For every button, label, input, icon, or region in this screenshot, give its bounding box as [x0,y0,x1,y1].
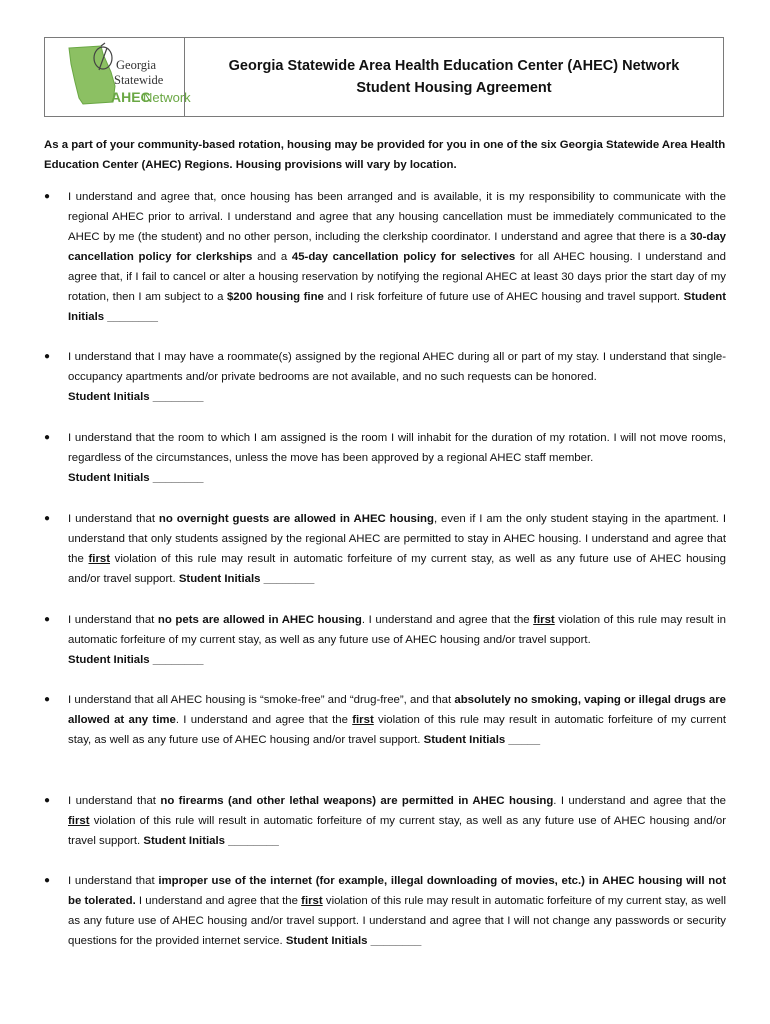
student-initials-label: Student Initials [178,573,261,585]
bullet-icon: ● [44,795,51,806]
agreement-item-smoke-drug-free: ● I understand that all AHEC housing is “smoke-free” and “drug-free”, and that absolutely no smoking, vaping or illegal drugs are allowed at any time. I understand and agree that the first violation of this rule may result in automatic forfeiture of my current stay, as well as any future use of AHEC housing and/or travel support. Student Initials _____ [44,690,726,750]
agreement-item-room-assignment: ● I understand that the room to which I am assigned is the room I will inhabit for the duration of my rotation. I will not move rooms, regardless of the circumstances, unless the move has been approved by a regional AHEC staff member. Student Initials ________ [44,428,726,488]
logo-text-georgia: Georgia [116,58,157,72]
student-initials-label: Student Initials [285,935,368,947]
student-initials-blank[interactable]: ________ [149,654,204,666]
logo-text-statewide: Statewide [114,73,164,87]
logo-text-ahec: AHEC [111,89,151,105]
student-initials-blank[interactable]: ________ [149,472,204,484]
agreement-item-internet: ● I understand that improper use of the internet (for example, illegal downloading of movies, etc.) in AHEC housing will not be tolerated. I understand and agree that the first violation of this rule may result in automatic forfeiture of my current stay, as well as any future use of AHEC housing and/or travel support. I understand and agree that I will not change any passwords or security questions for the provided internet service. Student Initials ________ [44,871,726,951]
document-title [185,38,723,116]
bullet-icon: ● [44,614,51,625]
title-line-1: Georgia Statewide Area Health Education Center (AHEC) Network [228,58,680,74]
student-initials-label: Student Initials [68,391,150,403]
student-initials-blank[interactable]: ________ [367,935,422,947]
student-initials-blank[interactable]: ________ [260,573,315,585]
student-initials-blank[interactable]: _____ [505,734,541,746]
title-line-2: Student Housing Agreement [356,80,552,96]
agreement-item-roommate: ● I understand that I may have a roommate(s) assigned by the regional AHEC during all or part of my stay. I understand that single-occupancy apartments and/or private bedrooms are not available, and no such requests can be honored. Student Initials ________ [44,347,726,407]
agreement-item-cancellation: ● I understand and agree that, once housing has been arranged and is available, it is my responsibility to communicate with the regional AHEC prior to arrival. I understand and agree that any housing cancellation must be immediately communicated to the AHEC by me (the student) and no other person, including the clerkship coordinator. I understand and agree that there is a 30-day cancellation policy for clerkships and a 45-day cancellation policy for selectives for all AHEC housing. I understand and agree that, if I fail to cancel or alter a housing reservation by notifying the regional AHEC at least 30 days prior the start day of my rotation, then I am subject to a $200 housing fine and I risk forfeiture of future use of AHEC housing and travel support. Student Initials ________ [44,187,726,327]
student-initials-label: Student Initials [423,734,506,746]
bullet-icon: ● [44,351,51,362]
bullet-icon: ● [44,191,51,202]
agreement-item-overnight-guests: ● I understand that no overnight guests are allowed in AHEC housing, even if I am the only student staying in the apartment. I understand that only students assigned by the regional AHEC are permitted to stay in AHEC housing. I understand and agree that the first violation of this rule may result in automatic forfeiture of my current stay, as well as any future use of AHEC housing and/or travel support. Student Initials ________ [44,509,726,589]
bullet-icon: ● [44,694,51,705]
agreement-item-firearms: ● I understand that no firearms (and other lethal weapons) are permitted in AHEC housing. I understand and agree that the first violation of this rule will result in automatic forfeiture of my current stay, as well as any future use of AHEC housing and/or travel support. Student Initials ________ [44,791,726,851]
ahec-logo [45,38,191,116]
student-initials-blank[interactable]: ________ [224,835,279,847]
student-initials-label: Student Initials [143,835,225,847]
student-initials-label: Student Initials [68,472,150,484]
student-initials-blank[interactable]: ________ [104,311,158,323]
student-initials-label: Student Initials [68,654,150,666]
bullet-icon: ● [44,432,51,443]
student-initials-blank[interactable]: ________ [149,391,204,403]
student-initials-label: Student Initials [68,291,726,323]
intro-paragraph: As a part of your community-based rotation, housing may be provided for you in one of the six Georgia Statewide Area Health Education Center (AHEC) Regions. Housing provisions will vary by location. [44,139,726,171]
bullet-icon: ● [44,875,51,886]
document-header [44,37,724,117]
logo-text-network: Network [143,90,191,105]
bullet-icon: ● [44,513,51,524]
agreement-item-pets: ● I understand that no pets are allowed in AHEC housing. I understand and agree that the first violation of this rule may result in automatic forfeiture of my current stay, as well as any future use of AHEC housing and/or travel support. Student Initials ________ [44,610,726,670]
